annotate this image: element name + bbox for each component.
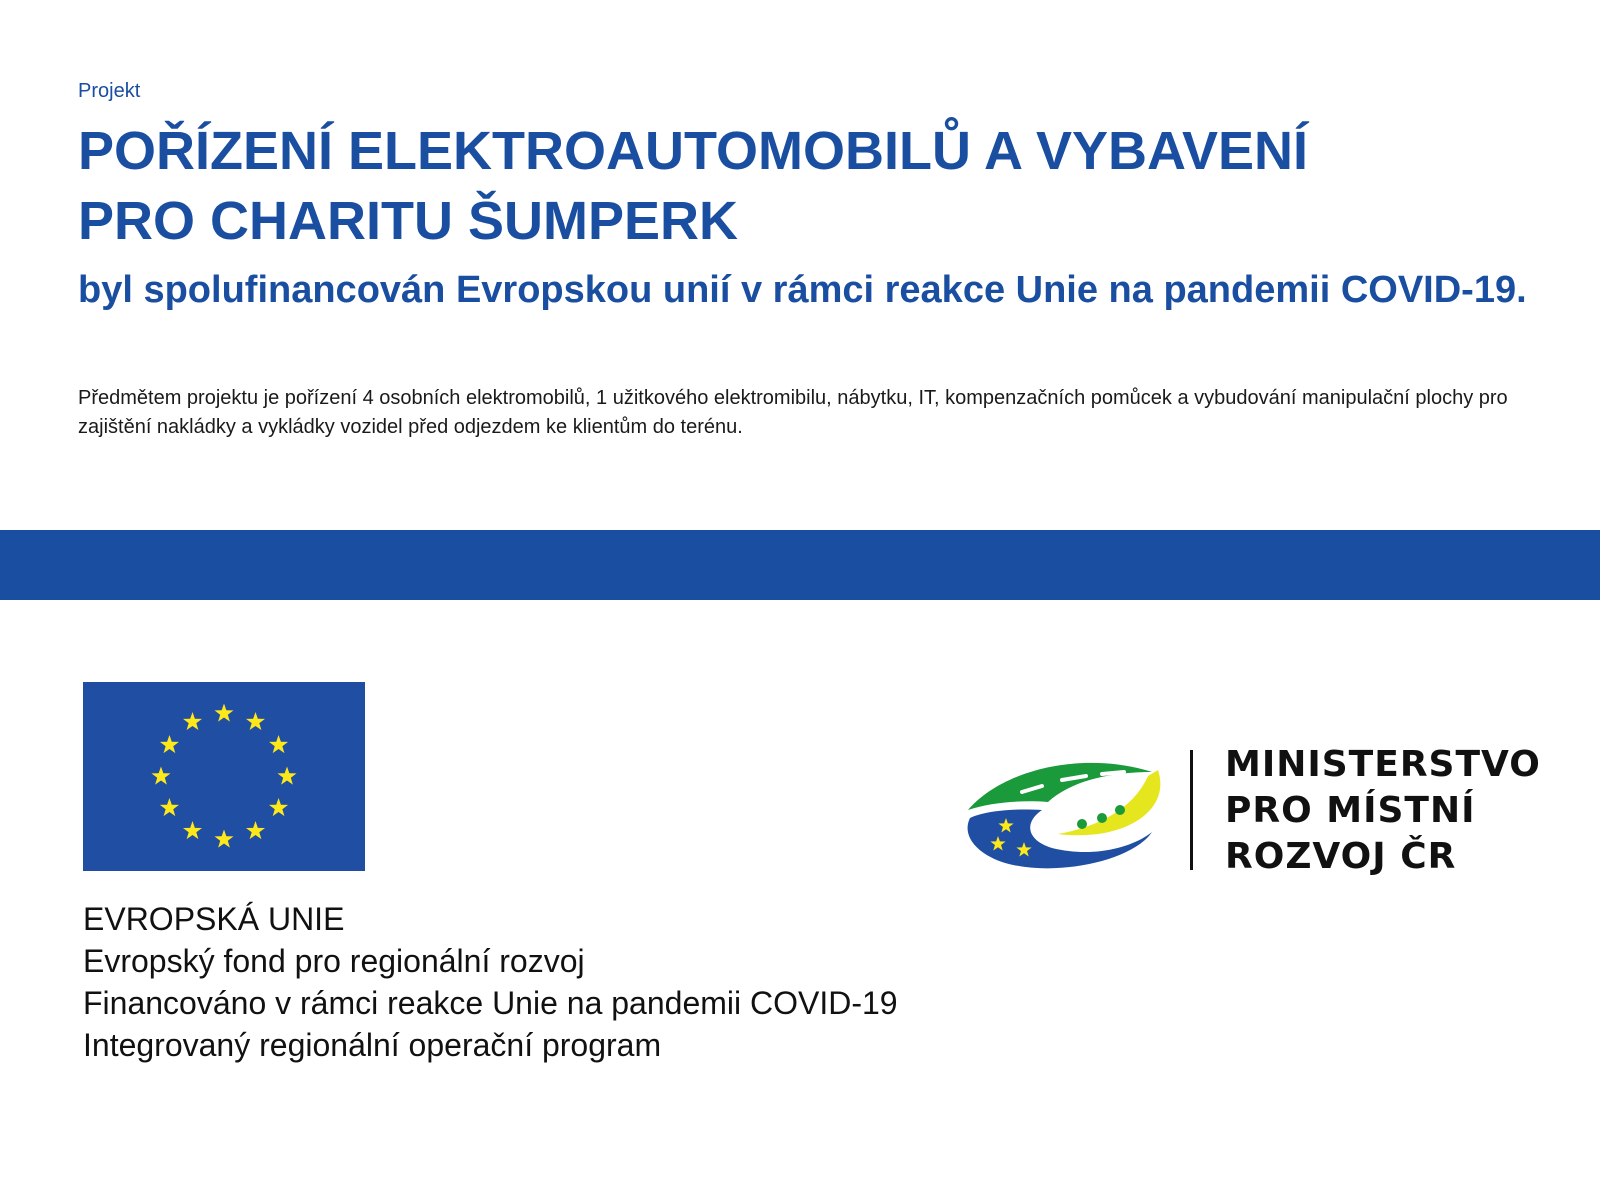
eu-fund-name: Evropský fond pro regionální rozvoj [83,943,585,979]
project-title-line1: POŘÍZENÍ ELEKTROAUTOMOBILŮ A VYBAVENÍ [78,121,1309,181]
project-description: Předmětem projektu je pořízení 4 osobních elektromobilů, 1 užitkového elektromibilu, nábytku, IT, kompenzačních pomůcek a vybudování manipulační plochy pro zajištění nakládky a vykládky vozidel před odjezdem ke klientům do terénu. [78,387,1508,438]
ministry-name [1225,742,1541,880]
mmr-logo-icon [962,752,1162,872]
project-title-line2: PRO CHARITU ŠUMPERK [78,191,739,251]
eu-programme-name: Integrovaný regionální operační program [83,1027,662,1063]
eu-financing-note: Financováno v rámci reakce Unie na pandemii COVID-19 [83,985,898,1021]
project-label: Projekt [78,80,141,102]
ministry-name-line3: ROZVOJ ČR [1225,836,1457,877]
ministry-name-line1: MINISTERSTVO [1225,744,1541,785]
blue-band-divider [0,530,1600,600]
eu-name: EVROPSKÁ UNIE [83,901,345,937]
eu-funding-text [83,898,1083,1066]
mmr-logo-divider [1190,750,1193,870]
ministry-name-line2: PRO MÍSTNÍ [1225,790,1476,831]
project-subtitle: byl spolufinancován Evropskou unií v rámci reakce Unie na pandemii COVID-19. [78,269,1527,311]
project-title [78,116,1518,256]
eu-flag-icon [83,682,365,871]
